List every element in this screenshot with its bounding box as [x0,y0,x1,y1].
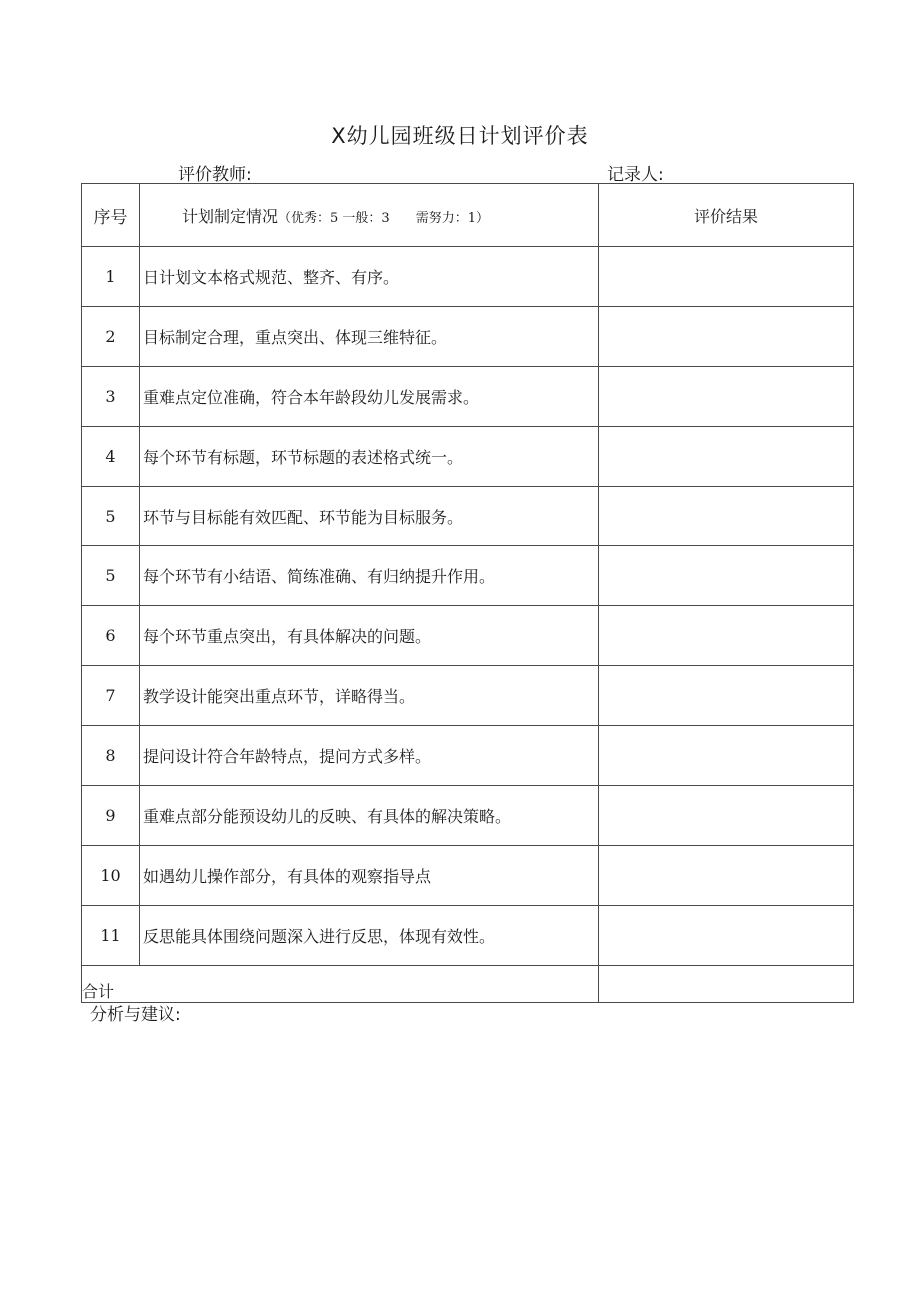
row-criterion: 重难点定位准确，符合本年龄段幼儿发展需求。 [140,366,599,426]
row-criterion: 反思能具体围绕问题深入进行反思，体现有效性。 [140,905,599,965]
table-row [82,845,854,905]
header-plan-status [140,184,599,247]
row-criterion: 日计划文本格式规范、整齐、有序。 [140,247,599,307]
row-result-cell[interactable] [599,247,854,307]
row-number: 10 [82,845,140,905]
row-number: 8 [82,726,140,786]
row-result-cell[interactable] [599,606,854,666]
row-number: 9 [82,786,140,846]
header-serial-number: 序号 [82,184,140,247]
table-row [82,366,854,426]
row-number: 11 [82,905,140,965]
row-number: 5 [82,546,140,606]
total-result-cell[interactable] [599,965,854,1002]
row-result-cell[interactable] [599,845,854,905]
table-row [82,905,854,965]
row-criterion: 每个环节有标题，环节标题的表述格式统一。 [140,426,599,486]
row-result-cell[interactable] [599,786,854,846]
row-number: 2 [82,306,140,366]
header-score-note: （优秀：5 一般：3 需努力：1） [278,210,489,226]
row-result-cell[interactable] [599,666,854,726]
recorder-label: 记录人: [607,165,664,185]
row-number: 1 [82,247,140,307]
row-number: 5 [82,486,140,546]
table-row [82,666,854,726]
row-result-cell[interactable] [599,426,854,486]
header-evaluation-result: 评价结果 [599,184,854,247]
row-criterion: 如遇幼儿操作部分，有具体的观察指导点 [140,845,599,905]
table-row [82,247,854,307]
row-criterion: 重难点部分能预设幼儿的反映、有具体的解决策略。 [140,786,599,846]
table-row [82,486,854,546]
row-number: 3 [82,366,140,426]
table-row [82,306,854,366]
total-label: 合计 [82,965,599,1002]
table-row [82,726,854,786]
row-criterion: 每个环节有小结语、简练准确、有归纳提升作用。 [140,546,599,606]
row-number: 4 [82,426,140,486]
row-criterion: 提问设计符合年龄特点，提问方式多样。 [140,726,599,786]
table-total-row [82,965,854,1002]
row-number: 7 [82,666,140,726]
row-result-cell[interactable] [599,905,854,965]
row-criterion: 每个环节重点突出，有具体解决的问题。 [140,606,599,666]
evaluation-table [81,183,854,1003]
document-title: X幼儿园班级日计划评价表 [331,124,589,148]
table-header-row [82,184,854,247]
row-result-cell[interactable] [599,366,854,426]
row-result-cell[interactable] [599,486,854,546]
row-result-cell[interactable] [599,726,854,786]
row-criterion: 目标制定合理，重点突出、体现三维特征。 [140,306,599,366]
table-row [82,606,854,666]
header-plan-status-label: 计划制定情况 [182,206,279,226]
row-number: 6 [82,606,140,666]
row-result-cell[interactable] [599,306,854,366]
analysis-label: 分析与建议: [90,1005,181,1025]
table-row [82,426,854,486]
table-row [82,546,854,606]
row-criterion: 教学设计能突出重点环节，详略得当。 [140,666,599,726]
row-result-cell[interactable] [599,546,854,606]
row-criterion: 环节与目标能有效匹配、环节能为目标服务。 [140,486,599,546]
evaluator-label: 评价教师: [178,165,252,185]
table-row [82,786,854,846]
